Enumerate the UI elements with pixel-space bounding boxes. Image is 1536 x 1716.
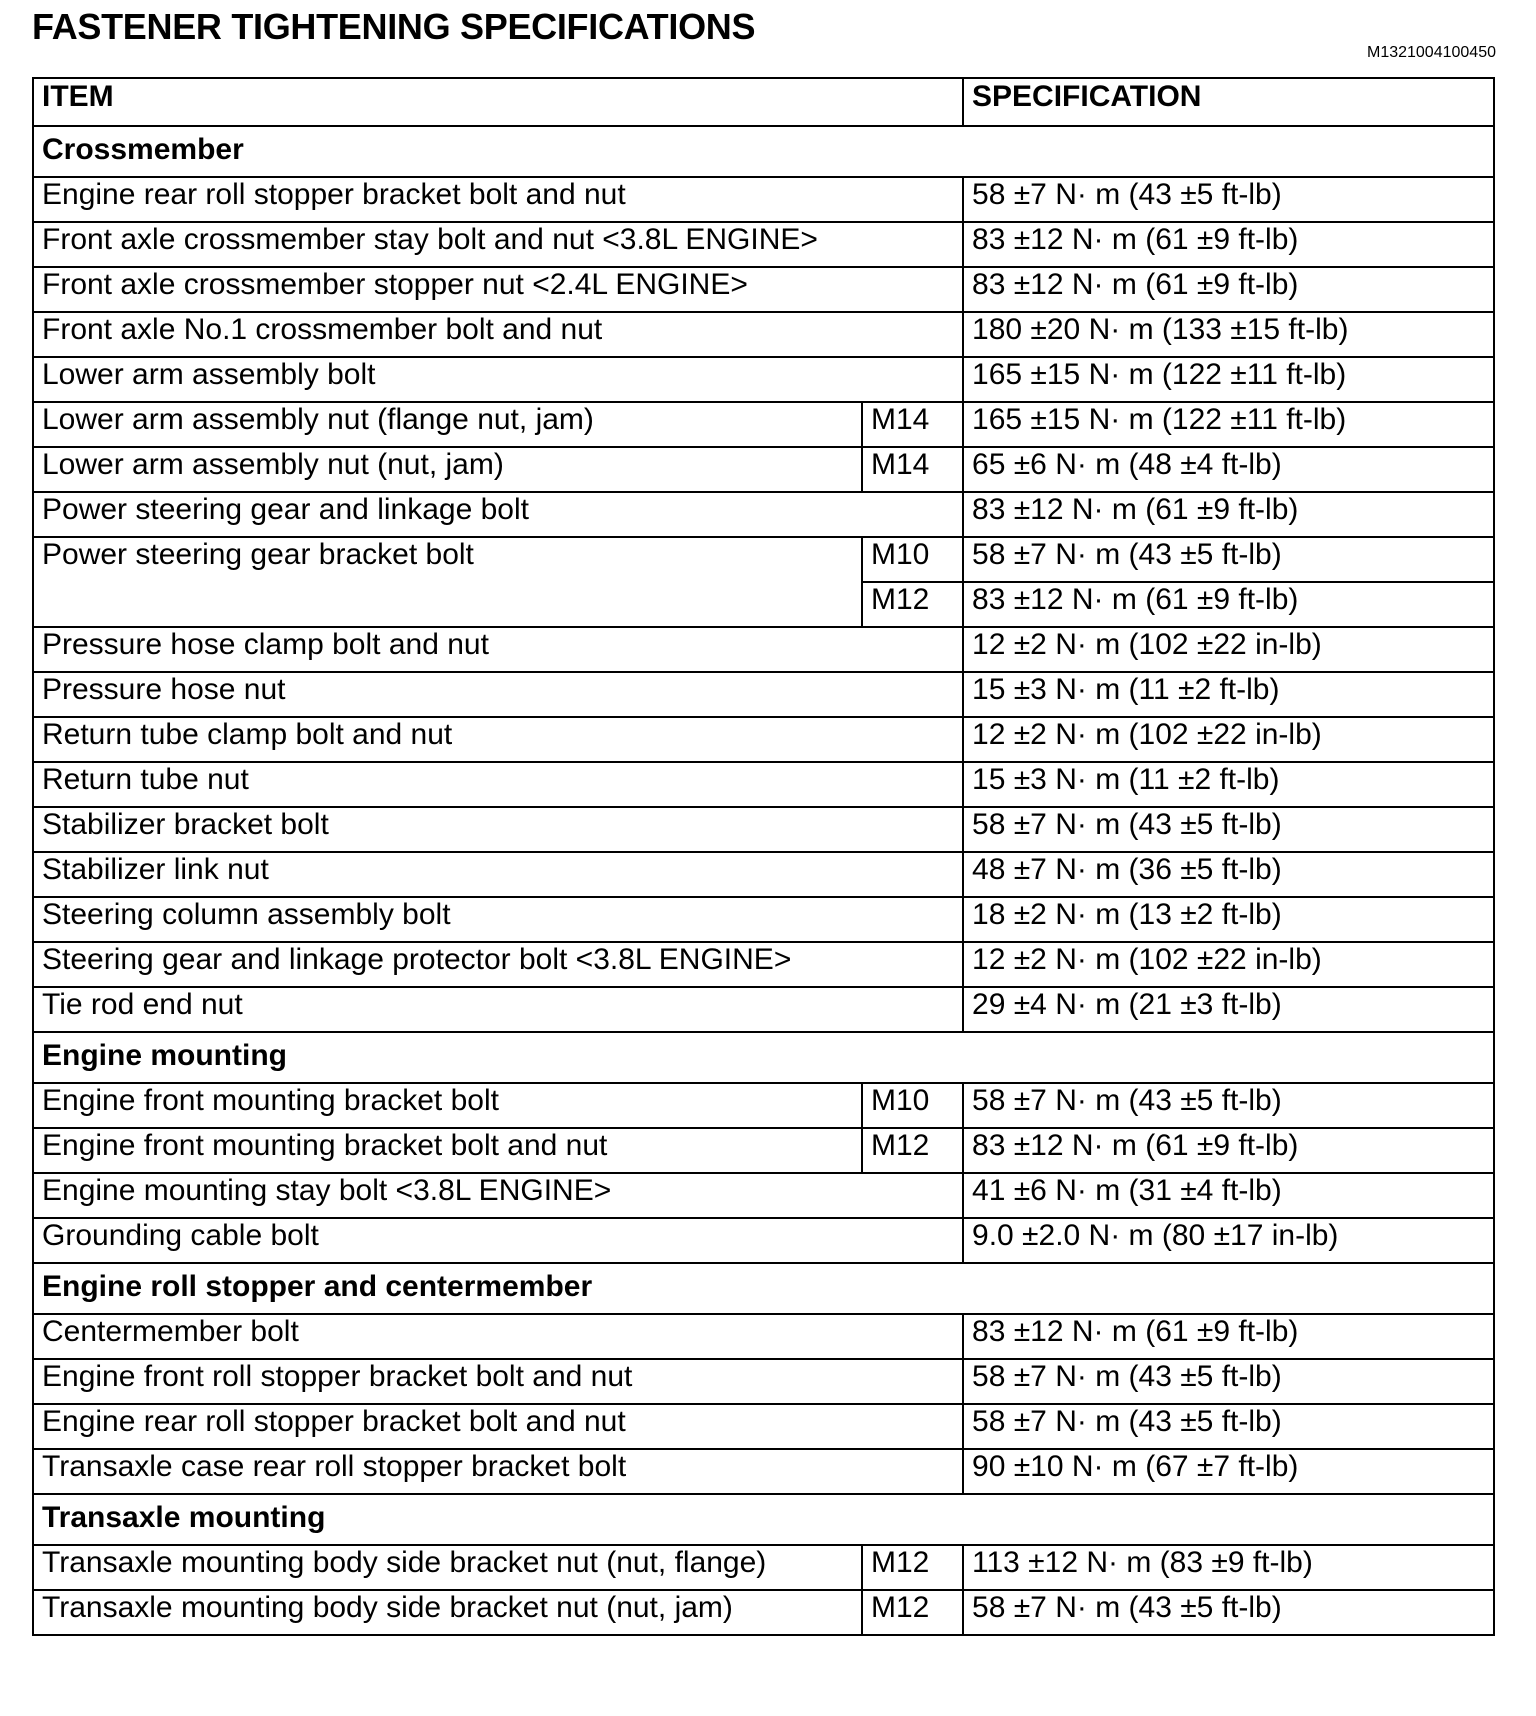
specification-cell: 12 ±2 N· m (102 ±22 in-lb) <box>963 942 1494 987</box>
item-cell: Transaxle mounting body side bracket nut (nut, flange) <box>33 1545 862 1590</box>
table-row <box>33 1545 1494 1590</box>
section-row <box>33 126 1494 177</box>
table-row <box>33 267 1494 312</box>
specification-cell: 58 ±7 N· m (43 ±5 ft-lb) <box>963 1590 1494 1635</box>
section-title: Crossmember <box>33 126 1494 177</box>
table-row <box>33 537 1494 582</box>
specification-cell: 113 ±12 N· m (83 ±9 ft-lb) <box>963 1545 1494 1590</box>
section-title: Engine roll stopper and centermember <box>33 1263 1494 1314</box>
item-cell: Pressure hose nut <box>33 672 963 717</box>
table-row <box>33 627 1494 672</box>
item-cell: Lower arm assembly bolt <box>33 357 963 402</box>
item-cell: Engine rear roll stopper bracket bolt and nut <box>33 1404 963 1449</box>
table-row <box>33 987 1494 1032</box>
section-title: Transaxle mounting <box>33 1494 1494 1545</box>
item-cell: Return tube clamp bolt and nut <box>33 717 963 762</box>
specification-cell: 18 ±2 N· m (13 ±2 ft-lb) <box>963 897 1494 942</box>
specification-table <box>32 77 1495 1636</box>
item-cell: Engine front mounting bracket bolt and nut <box>33 1128 862 1173</box>
table-row <box>33 1404 1494 1449</box>
item-cell: Pressure hose clamp bolt and nut <box>33 627 963 672</box>
specification-cell: 9.0 ±2.0 N· m (80 ±17 in-lb) <box>963 1218 1494 1263</box>
item-cell: Engine rear roll stopper bracket bolt and nut <box>33 177 963 222</box>
table-row <box>33 807 1494 852</box>
table-row <box>33 1128 1494 1173</box>
specification-cell: 58 ±7 N· m (43 ±5 ft-lb) <box>963 1404 1494 1449</box>
specification-cell: 15 ±3 N· m (11 ±2 ft-lb) <box>963 672 1494 717</box>
table-row <box>33 672 1494 717</box>
specification-cell: 41 ±6 N· m (31 ±4 ft-lb) <box>963 1173 1494 1218</box>
specification-cell: 83 ±12 N· m (61 ±9 ft-lb) <box>963 492 1494 537</box>
specification-cell: 29 ±4 N· m (21 ±3 ft-lb) <box>963 987 1494 1032</box>
table-row <box>33 852 1494 897</box>
table-row <box>33 1590 1494 1635</box>
table-row <box>33 492 1494 537</box>
table-header-row <box>33 78 1494 126</box>
specification-cell: 58 ±7 N· m (43 ±5 ft-lb) <box>963 1359 1494 1404</box>
item-cell: Front axle crossmember stay bolt and nut <3.8L ENGINE> <box>33 222 963 267</box>
section-row <box>33 1494 1494 1545</box>
size-cell: M12 <box>862 1545 963 1590</box>
table-row <box>33 762 1494 807</box>
item-cell: Steering column assembly bolt <box>33 897 963 942</box>
size-cell: M12 <box>862 1128 963 1173</box>
specification-cell: 48 ±7 N· m (36 ±5 ft-lb) <box>963 852 1494 897</box>
item-cell: Front axle No.1 crossmember bolt and nut <box>33 312 963 357</box>
specification-cell: 83 ±12 N· m (61 ±9 ft-lb) <box>963 582 1494 627</box>
specification-cell: 12 ±2 N· m (102 ±22 in-lb) <box>963 717 1494 762</box>
item-cell: Transaxle case rear roll stopper bracket bolt <box>33 1449 963 1494</box>
item-cell: Stabilizer bracket bolt <box>33 807 963 852</box>
size-cell: M14 <box>862 402 963 447</box>
header-item: ITEM <box>33 78 963 126</box>
specification-cell: 165 ±15 N· m (122 ±11 ft-lb) <box>963 402 1494 447</box>
size-cell: M14 <box>862 447 963 492</box>
specification-cell: 83 ±12 N· m (61 ±9 ft-lb) <box>963 267 1494 312</box>
item-cell: Engine front mounting bracket bolt <box>33 1083 862 1128</box>
table-row <box>33 1314 1494 1359</box>
header-specification: SPECIFICATION <box>963 78 1494 126</box>
size-cell: M12 <box>862 1590 963 1635</box>
table-row <box>33 402 1494 447</box>
specification-cell: 12 ±2 N· m (102 ±22 in-lb) <box>963 627 1494 672</box>
specification-cell: 83 ±12 N· m (61 ±9 ft-lb) <box>963 1128 1494 1173</box>
specification-cell: 58 ±7 N· m (43 ±5 ft-lb) <box>963 1083 1494 1128</box>
item-cell: Front axle crossmember stopper nut <2.4L ENGINE> <box>33 267 963 312</box>
table-row <box>33 312 1494 357</box>
table-row <box>33 1173 1494 1218</box>
item-cell: Power steering gear and linkage bolt <box>33 492 963 537</box>
item-cell: Grounding cable bolt <box>33 1218 963 1263</box>
specification-cell: 90 ±10 N· m (67 ±7 ft-lb) <box>963 1449 1494 1494</box>
page-title: FASTENER TIGHTENING SPECIFICATIONS <box>32 6 756 47</box>
specification-cell: 165 ±15 N· m (122 ±11 ft-lb) <box>963 357 1494 402</box>
table-row <box>33 357 1494 402</box>
table-row <box>33 1218 1494 1263</box>
specification-cell: 180 ±20 N· m (133 ±15 ft-lb) <box>963 312 1494 357</box>
table-row <box>33 942 1494 987</box>
document-code: M1321004100450 <box>1366 44 1496 61</box>
specification-cell: 15 ±3 N· m (11 ±2 ft-lb) <box>963 762 1494 807</box>
table-row <box>33 897 1494 942</box>
table-row <box>33 1359 1494 1404</box>
item-cell: Transaxle mounting body side bracket nut (nut, jam) <box>33 1590 862 1635</box>
item-cell: Power steering gear bracket bolt <box>33 537 862 627</box>
size-cell: M10 <box>862 537 963 582</box>
item-cell: Return tube nut <box>33 762 963 807</box>
item-cell: Lower arm assembly nut (nut, jam) <box>33 447 862 492</box>
size-cell: M10 <box>862 1083 963 1128</box>
item-cell: Lower arm assembly nut (flange nut, jam) <box>33 402 862 447</box>
table-row <box>33 177 1494 222</box>
table-row <box>33 1083 1494 1128</box>
specification-cell: 58 ±7 N· m (43 ±5 ft-lb) <box>963 177 1494 222</box>
specification-cell: 65 ±6 N· m (48 ±4 ft-lb) <box>963 447 1494 492</box>
size-cell: M12 <box>862 582 963 627</box>
specification-cell: 58 ±7 N· m (43 ±5 ft-lb) <box>963 807 1494 852</box>
table-row <box>33 222 1494 267</box>
specification-cell: 58 ±7 N· m (43 ±5 ft-lb) <box>963 537 1494 582</box>
item-cell: Engine mounting stay bolt <3.8L ENGINE> <box>33 1173 963 1218</box>
item-cell: Steering gear and linkage protector bolt <3.8L ENGINE> <box>33 942 963 987</box>
specification-cell: 83 ±12 N· m (61 ±9 ft-lb) <box>963 1314 1494 1359</box>
table-row <box>33 447 1494 492</box>
section-title: Engine mounting <box>33 1032 1494 1083</box>
section-row <box>33 1032 1494 1083</box>
table-row <box>33 717 1494 762</box>
table-row <box>33 1449 1494 1494</box>
item-cell: Tie rod end nut <box>33 987 963 1032</box>
item-cell: Engine front roll stopper bracket bolt and nut <box>33 1359 963 1404</box>
section-row <box>33 1263 1494 1314</box>
item-cell: Centermember bolt <box>33 1314 963 1359</box>
specification-cell: 83 ±12 N· m (61 ±9 ft-lb) <box>963 222 1494 267</box>
item-cell: Stabilizer link nut <box>33 852 963 897</box>
